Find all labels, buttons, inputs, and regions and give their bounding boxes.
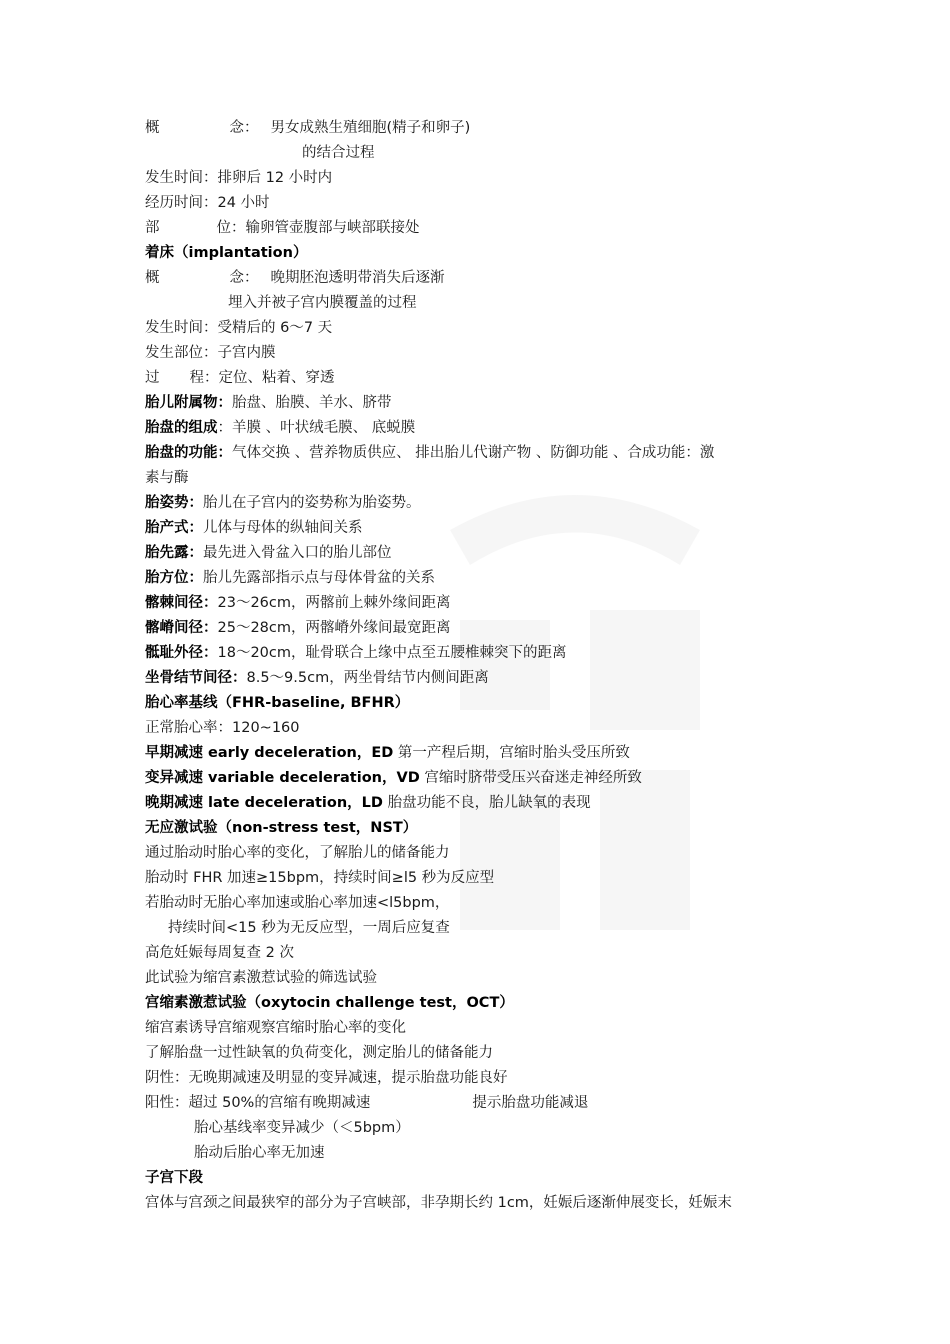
doc-line: 髂棘间径：23～26cm，两髂前上棘外缘间距离: [145, 595, 451, 611]
doc-line: 坐骨结节间径：8.5～9.5cm，两坐骨结节内侧间距离: [145, 670, 489, 686]
section-heading: 宫缩素激惹试验（oxytocin challenge test，OCT）: [145, 995, 514, 1011]
doc-line: 髂嵴间径：25～28cm，两髂嵴外缘间最宽距离: [145, 620, 451, 636]
doc-line: 通过胎动时胎心率的变化，了解胎儿的储备能力: [145, 845, 450, 861]
section-heading: 无应激试验（non-stress test，NST）: [145, 820, 418, 836]
doc-line: 此试验为缩宫素激惹试验的筛选试验: [145, 970, 377, 986]
doc-line: 素与酶: [145, 470, 189, 486]
doc-line: 胎儿附属物：胎盘、胎膜、羊水、脐带: [145, 395, 392, 411]
doc-line: 胎先露：最先进入骨盆入口的胎儿部位: [145, 545, 392, 561]
doc-line: 部 位：输卵管壶腹部与峡部联接处: [145, 220, 420, 236]
doc-line: 胎动时 FHR 加速≥15bpm，持续时间≥l5 秒为反应型: [145, 870, 495, 886]
doc-line: 若胎动时无胎心率加速或胎心率加速<l5bpm，: [145, 895, 450, 911]
doc-line: 早期减速 early deceleration，ED 第一产程后期，宫缩时胎头受压所致: [145, 745, 630, 761]
doc-line: 的结合过程: [302, 145, 375, 161]
doc-line: 了解胎盘一过性缺氧的负荷变化，测定胎儿的储备能力: [145, 1045, 493, 1061]
doc-line: 埋入并被子宫内膜覆盖的过程: [228, 295, 417, 311]
doc-line: 概 念： 晚期胚泡透明带消失后逐渐: [145, 270, 445, 286]
section-heading: 着床（implantation）: [145, 245, 308, 261]
doc-line: 阳性：超过 50%的宫缩有晚期减速 提示胎盘功能减退: [145, 1095, 589, 1111]
doc-line: 发生时间：受精后的 6～7 天: [145, 320, 333, 336]
doc-line: 阴性：无晚期减速及明显的变异减速，提示胎盘功能良好: [145, 1070, 508, 1086]
doc-line: 发生部位：子宫内膜: [145, 345, 276, 361]
doc-line: 概 念： 男女成熟生殖细胞(精子和卵子): [145, 120, 471, 136]
doc-line: 过 程：定位、粘着、穿透: [145, 370, 335, 386]
section-heading: 胎心率基线（FHR-baseline, BFHR）: [145, 695, 410, 711]
doc-line: 胎动后胎心率无加速: [194, 1145, 325, 1161]
doc-line: 持续时间<15 秒为无反应型，一周后应复查: [168, 920, 450, 936]
doc-line: 胎盘的组成：羊膜 、叶状绒毛膜、 底蜕膜: [145, 420, 416, 436]
section-heading: 子宫下段: [145, 1170, 203, 1186]
doc-line: 胎方位：胎儿先露部指示点与母体骨盆的关系: [145, 570, 435, 586]
doc-line: 经历时间：24 小时: [145, 195, 270, 211]
doc-line: 晚期减速 late deceleration，LD 胎盘功能不良，胎儿缺氧的表现: [145, 795, 591, 811]
doc-line: 变异减速 variable deceleration，VD 宫缩时脐带受压兴奋迷走神经所致: [145, 770, 642, 786]
doc-line: 缩宫素诱导宫缩观察宫缩时胎心率的变化: [145, 1020, 406, 1036]
doc-line: 宫体与宫颈之间最狭窄的部分为子宫峡部，非孕期长约 1cm，妊娠后逐渐伸展变长，妊娠末: [145, 1195, 732, 1211]
doc-line: 骶耻外径：18～20cm，耻骨联合上缘中点至五腰椎棘突下的距离: [145, 645, 567, 661]
doc-line: 高危妊娠每周复查 2 次: [145, 945, 294, 961]
doc-line: 正常胎心率：120~160: [145, 720, 300, 736]
doc-line: 胎姿势：胎儿在子宫内的姿势称为胎姿势。: [145, 495, 421, 511]
doc-line: 发生时间：排卵后 12 小时内: [145, 170, 333, 186]
doc-line: 胎产式：儿体与母体的纵轴间关系: [145, 520, 363, 536]
doc-line: 胎心基线率变异减少（＜5bpm）: [194, 1120, 410, 1136]
doc-line: 胎盘的功能：气体交换 、营养物质供应、 排出胎儿代谢产物 、防御功能 、合成功能：激: [145, 445, 715, 461]
